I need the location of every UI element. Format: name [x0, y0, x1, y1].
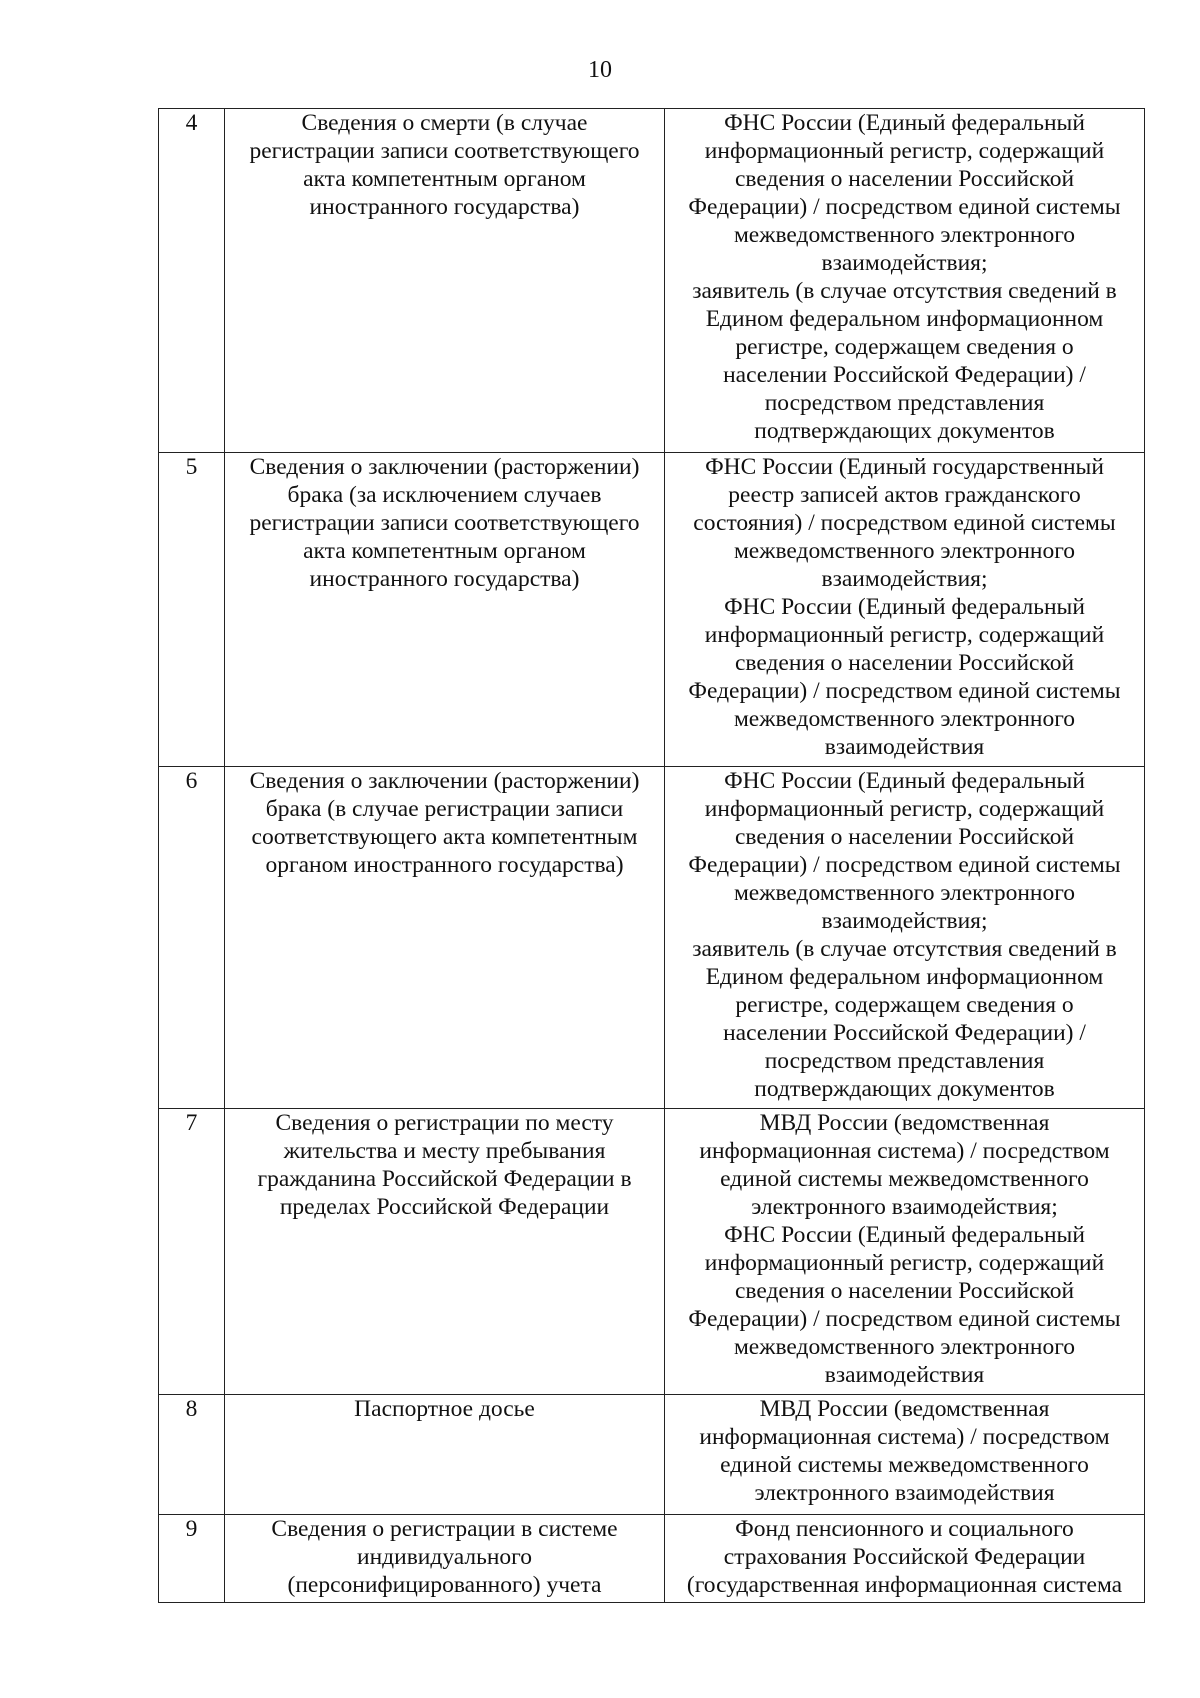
- source-entry: ФНС России (Единый государственный реестр записей актов гражданского состояния) / посредством единой системы межведомственного электронного взаимодействия;: [693, 454, 1116, 592]
- table-row: [159, 1515, 1145, 1603]
- row-number-cell: [159, 109, 225, 453]
- source-cell: [665, 767, 1145, 1109]
- source-entry: ФНС России (Единый федеральный информационный регистр, содержащий сведения о населении Российской Федерации) / посредством единой системы межведомственного электронного взаимодействия;: [688, 110, 1121, 276]
- source-cell: [665, 109, 1145, 453]
- row-number: 7: [185, 1110, 198, 1136]
- info-description: Сведения о заключении (расторжении) брака (в случае регистрации записи соответствующего акта компетентным органом иностранного государства): [249, 768, 640, 878]
- row-number-cell: [159, 1109, 225, 1395]
- info-cell: [225, 1515, 665, 1603]
- source-cell: [665, 453, 1145, 767]
- page-number: 10: [588, 57, 612, 83]
- source-cell: [665, 1395, 1145, 1515]
- table-row: [159, 1395, 1145, 1515]
- row-number-cell: [159, 1395, 225, 1515]
- source-cell: [665, 1515, 1145, 1603]
- table-row: [159, 767, 1145, 1109]
- info-description: Сведения о регистрации по месту жительства и месту пребывания гражданина Российской Федерации в пределах Российской Федерации: [257, 1110, 632, 1220]
- info-cell: [225, 1109, 665, 1395]
- row-number: 4: [185, 110, 198, 136]
- row-number-cell: [159, 453, 225, 767]
- row-number: 9: [185, 1516, 198, 1542]
- info-description: Паспортное досье: [354, 1396, 535, 1422]
- row-number: 8: [185, 1396, 198, 1422]
- source-entry: МВД России (ведомственная информационная система) / посредством единой системы межведомственного электронного взаимодействия;: [699, 1110, 1110, 1220]
- source-entry: ФНС России (Единый федеральный информационный регистр, содержащий сведения о населении Российской Федерации) / посредством единой системы межведомственного электронного взаимодействия: [688, 594, 1121, 760]
- source-entry: заявитель (в случае отсутствия сведений в Едином федеральном информационном регистре, содержащем сведения о населении Российской Федерации) / посредством представления подтверждающих документов: [692, 936, 1117, 1102]
- source-entry: Фонд пенсионного и социального страхования Российской Федерации (государственная информационная система: [686, 1516, 1123, 1598]
- info-cell: [225, 109, 665, 453]
- table-row: [159, 1109, 1145, 1395]
- info-description: Сведения о заключении (расторжении) брака (за исключением случаев регистрации записи соответствующего акта компетентным органом иностранного государства): [249, 454, 640, 592]
- table-row: [159, 109, 1145, 453]
- info-cell: [225, 453, 665, 767]
- source-entry: ФНС России (Единый федеральный информационный регистр, содержащий сведения о населении Российской Федерации) / посредством единой системы межведомственного электронного взаимодействия: [688, 1222, 1121, 1388]
- source-entry: МВД России (ведомственная информационная система) / посредством единой системы межведомственного электронного взаимодействия: [699, 1396, 1110, 1506]
- row-number: 5: [185, 454, 198, 480]
- data-sources-table: [158, 108, 1145, 1603]
- row-number-cell: [159, 1515, 225, 1603]
- source-entry: ФНС России (Единый федеральный информационный регистр, содержащий сведения о населении Российской Федерации) / посредством единой системы межведомственного электронного взаимодействия;: [688, 768, 1121, 934]
- row-number: 6: [185, 768, 198, 794]
- table-row: [159, 453, 1145, 767]
- source-cell: [665, 1109, 1145, 1395]
- info-description: Сведения о регистрации в системе индивидуального (персонифицированного) учета: [271, 1516, 618, 1598]
- info-cell: [225, 1395, 665, 1515]
- row-number-cell: [159, 767, 225, 1109]
- info-cell: [225, 767, 665, 1109]
- source-entry: заявитель (в случае отсутствия сведений в Едином федеральном информационном регистре, содержащем сведения о населении Российской Федерации) / посредством представления подтверждающих документов: [692, 278, 1117, 444]
- info-description: Сведения о смерти (в случае регистрации записи соответствующего акта компетентным органом иностранного государства): [249, 110, 640, 220]
